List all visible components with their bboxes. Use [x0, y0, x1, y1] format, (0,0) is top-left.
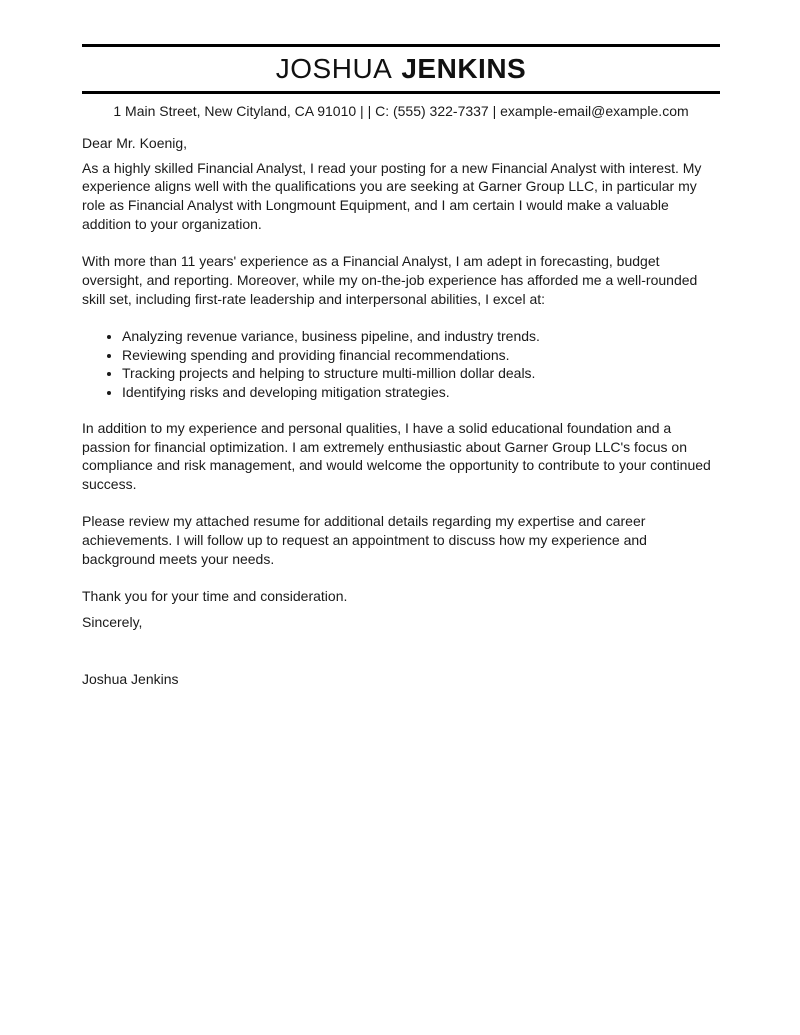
bullet-item: • Tracking projects and helping to structure multi-million dollar deals. — [122, 364, 720, 383]
letter-body — [82, 134, 720, 688]
header-rule-bottom — [82, 91, 720, 94]
salutation: Dear Mr. Koenig, — [82, 135, 188, 151]
followup-paragraph: Please review my attached resume for additional details regarding my expertise and career achievements. I will follow up to request an appointment to discuss how my experience and background meets your needs. — [82, 513, 647, 567]
experience-paragraph: With more than 11 years' experience as a Financial Analyst, I am adept in forecasting, budget oversight, and reporting. Moreover, while my on-the-job experience has afforded me a well-rounded skill set, including first-rate leadership and interpersonal abilities, I excel at: — [82, 253, 698, 307]
name-last: JENKINS — [401, 53, 527, 84]
intro-paragraph: As a highly skilled Financial Analyst, I read your posting for a new Financial Analyst with interest. My experience aligns well with the qualifications you are seeking at Garner Group LLC, in particular my role as Financial Analyst with Longmount Equipment, and I am certain I would make a valuable addition to your organization. — [82, 159, 702, 232]
page-title — [82, 47, 720, 91]
name-first: JOSHUA — [275, 53, 393, 84]
contact-line: 1 Main Street, New Cityland, CA 91010 | | C: (555) 322-7337 | example-email@example.com — [113, 103, 689, 119]
fit-paragraph: In addition to my experience and personal qualities, I have a solid educational foundation and a passion for financial optimization. I am extremely enthusiastic about Garner Group LLC's focus on compliance and risk management, and would welcome the opportunity to contribute to your continued success. — [82, 419, 711, 492]
bullet-item: • Identifying risks and developing mitigation strategies. — [122, 383, 720, 402]
skills-bullet-list — [82, 327, 720, 402]
signature-name: Joshua Jenkins — [82, 670, 179, 687]
bullet-item: • Reviewing spending and providing financial recommendations. — [122, 346, 720, 365]
thanks-line: Thank you for your time and consideration. — [82, 588, 348, 605]
bullet-item: • Analyzing revenue variance, business pipeline, and industry trends. — [122, 327, 720, 346]
sign-off: Sincerely, — [82, 613, 143, 630]
